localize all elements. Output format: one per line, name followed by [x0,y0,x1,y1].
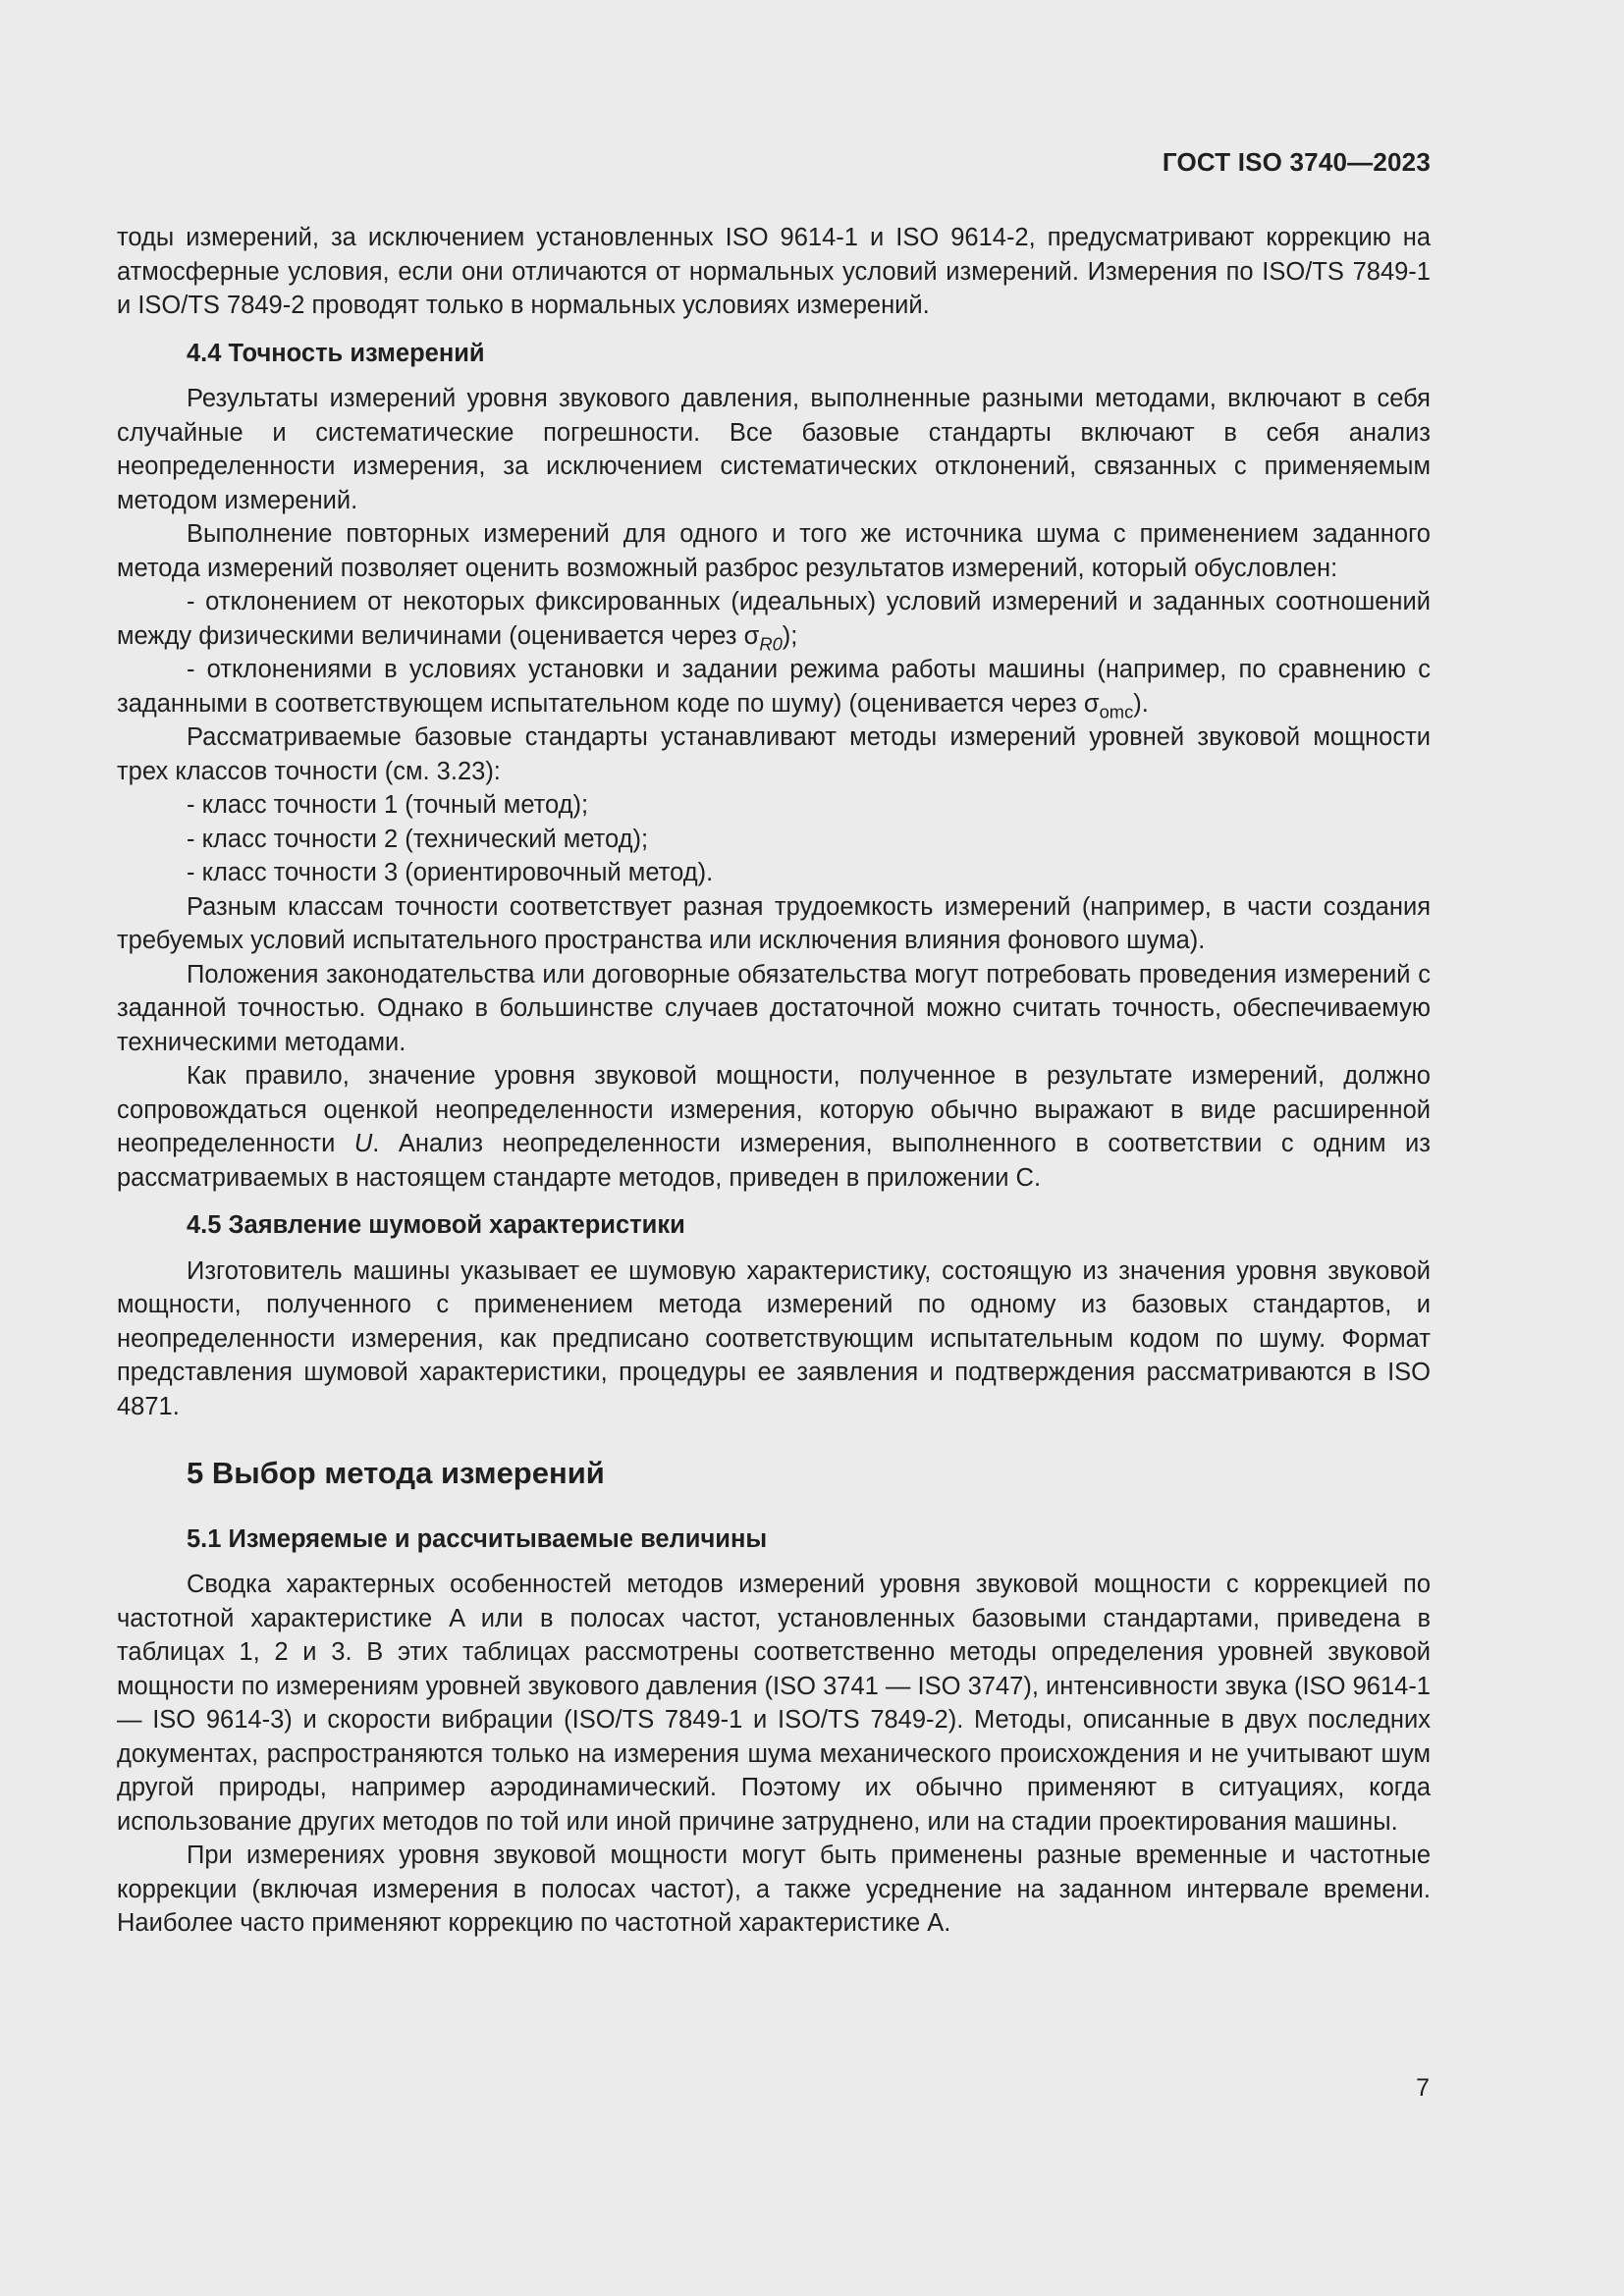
s44-bullet-1 [117,585,1431,653]
s44-bullet-1-end: ); [782,621,798,650]
s44-paragraph-4: Разным классам точности соответствует разная трудоемкость измерений (например, в части создания требуемых условий испытательного пространства или исключения влияния фонового шума). [117,892,1431,954]
s44-bullet-2-sub: omc [1099,700,1134,721]
s44-paragraph-6-u: U [353,1130,373,1157]
s44-bullet-2-text: - отклонениями в условиях установки и задании режима работы машины (например, по сравнению с заданными в соответствующем испытательном коде по шуму) (оценивается через σ [117,656,1431,718]
s44-class-3: - класс точности 3 (ориентировочный метод). [187,859,714,886]
s44-bullet-2-end: ). [1133,689,1149,718]
section-4-4-heading: 4.4 Точность измерений [187,339,485,367]
s44-class-2: - класс точности 2 (технический метод); [187,825,649,853]
s51-paragraph-2: При измерениях уровня звуковой мощности могут быть применены разные временные и частотные коррекции (включая измерения в полосах частот), а также усреднение на заданном интервале времени. Наиболее часто применяют коррекцию по частотной характеристике A. [117,1842,1431,1937]
s44-paragraph-6-a: Как правило, значение уровня звуковой мощности, полученное в результате измерений, должно сопровождаться оценкой неопределенности измерения, которую обычно выражают в виде расширенной неопределенности [117,1062,1431,1157]
s44-bullet-2 [117,653,1431,721]
s51-paragraph-1: Сводка характерных особенностей методов измерений уровня звуковой мощности с коррекцией по частотной характеристике A или в полосах частот, установленных базовыми стандартами, приведена в таблицах 1, 2 и 3. В этих таблицах рассмотрены соответственно методы определения уровней звуковой мощности по измерениям уровней звукового давления (ISO 3741 — ISO 3747), интенсивности звука (ISO 9614-1 — ISO 9614-3) и скорости вибрации (ISO/TS 7849-1 и ISO/TS 7849-2). Методы, описанные в двух последних документах, распространяются только на измерения шума механического происхождения и не учитывают шум другой природы, например аэродинамический. Поэтому их обычно применяют в ситуациях, когда использование других методов по той или иной причине затруднено, или на стадии проектирования машины. [117,1571,1431,1836]
s44-paragraph-2: Выполнение повторных измерений для одного и того же источника шума с применением заданного метода измерений позволяет оценить возможный разброс результатов измерений, который обусловлен: [117,520,1431,582]
section-5-heading: 5 Выбор метода измерений [187,1456,605,1490]
s44-bullet-1-text: - отклонением от некоторых фиксированных (идеальных) условий измерений и заданных соотношений между физическими величинами (оценивается через σ [117,588,1431,650]
document-body [117,221,1431,1941]
s44-paragraph-3: Рассматриваемые базовые стандарты устанавливают методы измерений уровней звуковой мощности трех классов точности (см. 3.23): [117,723,1431,785]
section-5-1-heading: 5.1 Измеряемые и рассчитываемые величины [187,1524,768,1553]
page-number: 7 [1416,2074,1430,2102]
s45-paragraph-1: Изготовитель машины указывает ее шумовую характеристику, состоящую из значения уровня звуковой мощности, полученного с применением метода измерений по одному из базовых стандартов, и неопределенности измерения, как предписано соответствующим испытательным кодом по шуму. Формат представления шумовой характеристики, процедуры ее заявления и подтверждения рассматриваются в ISO 4871. [117,1256,1431,1420]
section-4-5-heading: 4.5 Заявление шумовой характеристики [187,1211,685,1239]
intro-paragraph: тоды измерений, за исключением установленных ISO 9614-1 и ISO 9614-2, предусматривают коррекцию на атмосферные условия, если они отличаются от нормальных условий измерений. Измерения по ISO/TS 7849-1 и ISO/TS 7849-2 проводят только в нормальных условиях измерений. [117,224,1431,319]
s44-paragraph-6-b: . Анализ неопределенности измерения, выполненного в соответствии с одним из рассматриваемых в настоящем стандарте методов, приведен в приложении C. [117,1130,1431,1192]
s44-paragraph-6 [117,1059,1431,1195]
s44-paragraph-1: Результаты измерений уровня звукового давления, выполненные разными методами, включают в себя случайные и систематические погрешности. Все базовые стандарты включают в себя анализ неопределенности измерения, за исключением систематических отклонений, связанных с применяемым методом измерений. [117,385,1431,514]
s44-class-1: - класс точности 1 (точный метод); [187,791,589,819]
s44-paragraph-5: Положения законодательства или договорные обязательства могут потребовать проведения измерений с заданной точностью. Однако в большинстве случаев достаточной можно считать точность, обеспечиваемую техническими методами. [117,960,1431,1056]
s44-bullet-1-sub: R0 [759,632,783,654]
document-header: ГОСТ ISO 3740—2023 [1162,147,1431,177]
